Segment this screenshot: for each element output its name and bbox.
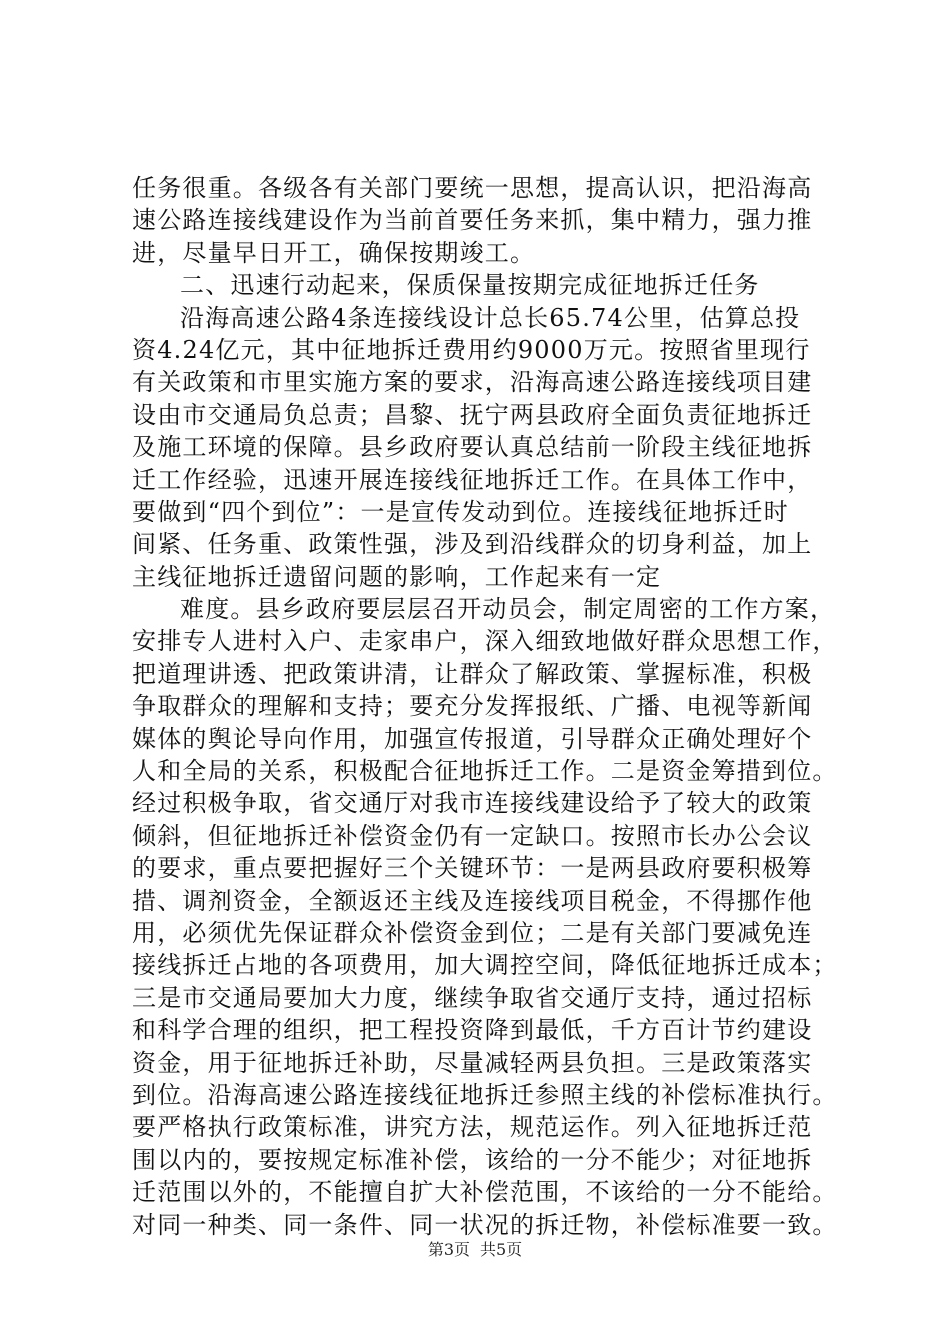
text-line: 设由市交通局负总责；昌黎、抚宁两县政府全面负责征地拆迁 [132, 400, 813, 429]
text-line: 人和全局的关系，积极配合征地拆迁工作。二是资金筹措到位。 [132, 757, 838, 786]
page-total: 共5页 [480, 1240, 523, 1259]
text-line: 接线拆迁占地的各项费用，加大调控空间，降低征地拆迁成本； [132, 951, 838, 980]
text-line: 及施工环境的保障。县乡政府要认真总结前一阶段主线征地拆 [132, 433, 813, 462]
text-line: 沿海高速公路4条连接线设计总长65.74公里，估算总投 [180, 303, 801, 332]
text-line: 三是市交通局要加大力度，继续争取省交通厅支持，通过招标 [132, 983, 813, 1012]
text-line: 任务很重。各级各有关部门要统一思想，提高认识，把沿海高 [132, 174, 813, 202]
text-line: 难度。县乡政府要层层召开动员会，制定周密的工作方案， [180, 595, 836, 624]
document-body [132, 172, 838, 1241]
text-line: 对同一种类、同一条件、同一状况的拆迁物，补偿标准要一致。 [132, 1210, 838, 1239]
page-number: 第3页 [427, 1240, 470, 1259]
text-line: 和科学合理的组织，把工程投资降到最低，千方百计节约建设 [132, 1016, 813, 1045]
text-line: 进，尽量早日开工，确保按期竣工。 [132, 238, 536, 267]
section-heading: 二、迅速行动起来，保质保量按期完成征地拆迁任务 [180, 271, 760, 300]
text-line: 围以内的，要按规定标准补偿，该给的一分不能少；对征地拆 [132, 1145, 813, 1174]
text-line: 要做到“四个到位”：一是宣传发动到位。连接线征地拆迁时 [132, 497, 789, 526]
page-footer [0, 1240, 950, 1260]
text-line: 经过积极争取，省交通厅对我市连接线建设给予了较大的政策 [132, 789, 813, 818]
text-line: 资4.24亿元，其中征地拆迁费用约9000万元。按照省里现行 [132, 335, 811, 364]
text-line: 迁范围以外的，不能擅自扩大补偿范围，不该给的一分不能给。 [132, 1178, 838, 1207]
text-line: 迁工作经验，迅速开展连接线征地拆迁工作。在具体工作中， [132, 465, 813, 494]
text-line: 把道理讲透、把政策讲清，让群众了解政策、掌握标准，积极 [132, 659, 813, 688]
text-line: 措、调剂资金，全额返还主线及连接线项目税金，不得挪作他 [132, 886, 813, 915]
text-line: 用，必须优先保证群众补偿资金到位；二是有关部门要减免连 [132, 918, 813, 947]
text-line: 到位。沿海高速公路连接线征地拆迁参照主线的补偿标准执行。 [132, 1080, 838, 1109]
text-line: 的要求，重点要把握好三个关键环节：一是两县政府要积极筹 [132, 854, 813, 883]
text-line: 有关政策和市里实施方案的要求，沿海高速公路连接线项目建 [132, 368, 813, 397]
text-line: 要严格执行政策标准，讲究方法，规范运作。列入征地拆迁范 [132, 1113, 813, 1142]
text-line: 资金，用于征地拆迁补助，尽量减轻两县负担。三是政策落实 [132, 1048, 813, 1077]
text-line: 争取群众的理解和支持；要充分发挥报纸、广播、电视等新闻 [132, 692, 813, 721]
text-line: 速公路连接线建设作为当前首要任务来抓，集中精力，强力推 [132, 206, 813, 235]
text-line: 安排专人进村入户、走家串户，深入细致地做好群众思想工作， [132, 627, 838, 656]
text-line: 间紧、任务重、政策性强，涉及到沿线群众的切身利益，加上 [132, 530, 813, 559]
text-line: 媒体的舆论导向作用，加强宣传报道，引导群众正确处理好个 [132, 724, 813, 753]
text-line: 倾斜，但征地拆迁补偿资金仍有一定缺口。按照市长办公会议 [132, 821, 813, 850]
text-line: 主线征地拆迁遗留问题的影响，工作起来有一定 [132, 562, 662, 591]
